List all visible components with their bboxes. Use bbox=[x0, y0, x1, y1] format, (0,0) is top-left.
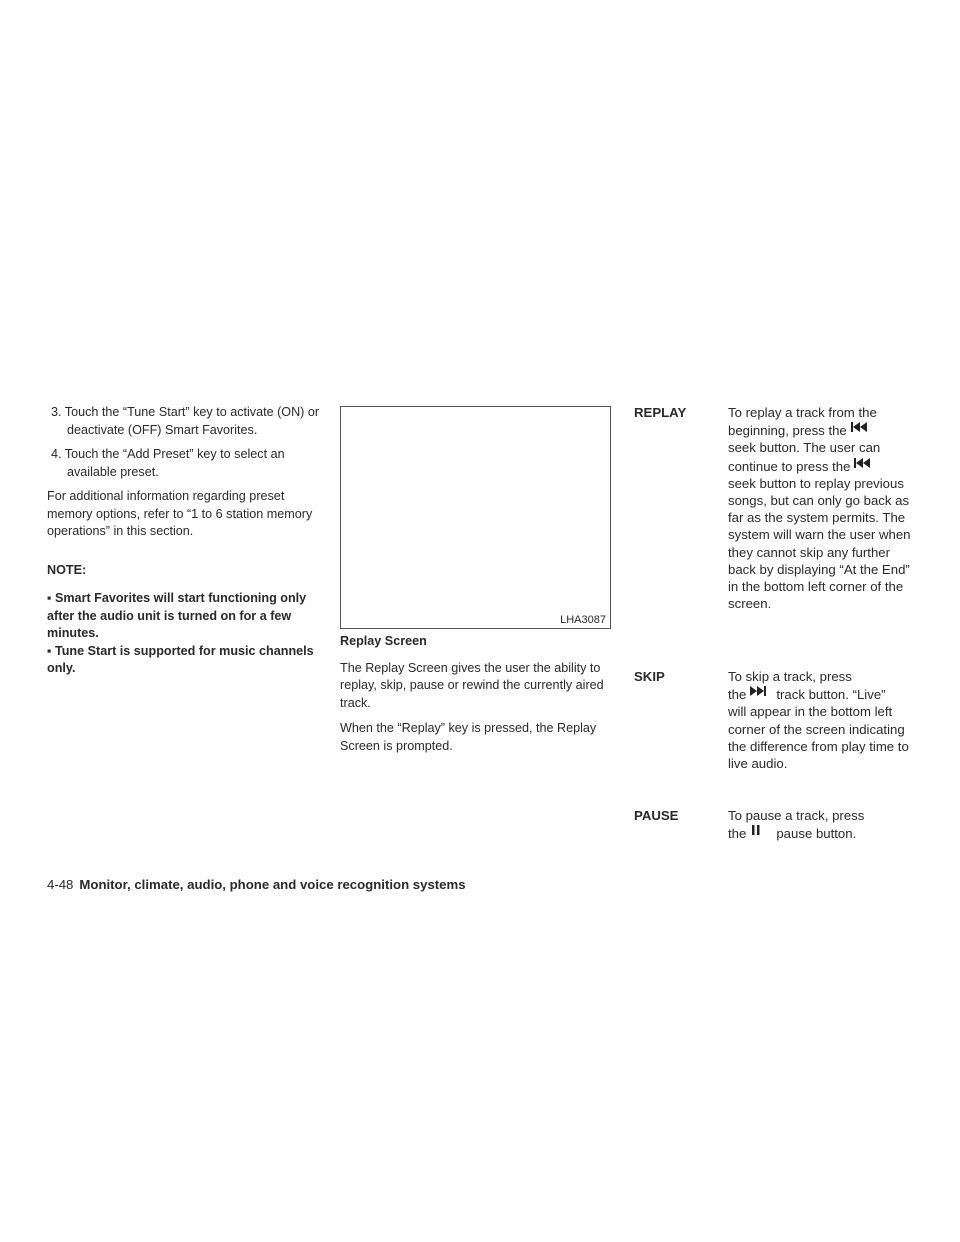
desc-text: pause button. bbox=[776, 826, 857, 842]
pause-icon bbox=[746, 824, 776, 836]
desc-text: continue to press the bbox=[728, 458, 851, 474]
term-skip: SKIP bbox=[634, 669, 665, 684]
desc-pause bbox=[728, 807, 918, 842]
term-pause: PAUSE bbox=[634, 808, 679, 823]
desc-line bbox=[728, 421, 918, 439]
additional-info: For additional information regarding preset memory options, refer to “1 to 6 station memory operations” in this section. bbox=[47, 489, 313, 538]
note-item: ▪ Tune Start is supported for music channels only. bbox=[47, 643, 314, 675]
skip-forward-icon bbox=[746, 685, 776, 697]
seek-back-icon bbox=[850, 457, 880, 469]
step-4: 4. Touch the “Add Preset” key to select an available preset. bbox=[51, 447, 285, 479]
section-title: Replay Screen bbox=[340, 634, 427, 648]
desc-text: seek button to replay previous songs, but can only go back as far as the system permits. The system will warn the user when they cannot skip any further back by displaying “At the End” in the bottom left corner of the screen. bbox=[728, 475, 911, 612]
note-body bbox=[47, 590, 322, 678]
term-replay: REPLAY bbox=[634, 405, 687, 420]
left-column bbox=[47, 404, 322, 678]
desc-line: To skip a track, press bbox=[728, 669, 852, 684]
note-item: ▪ Smart Favorites will start functioning only after the audio unit is turned on for a few minutes. bbox=[47, 591, 307, 640]
desc-line: seek button. The user can bbox=[728, 440, 881, 456]
desc-text: track button. “Live” bbox=[776, 687, 886, 703]
note-title: NOTE: bbox=[47, 562, 87, 577]
desc-text: the bbox=[728, 687, 747, 703]
desc-text: will appear in the bottom left corner of the screen indicating the difference from play time to live audio. bbox=[728, 704, 909, 772]
page-number: 4-48 bbox=[47, 877, 74, 892]
chapter-title: Monitor, climate, audio, phone and voice recognition systems bbox=[79, 877, 466, 892]
middle-column bbox=[340, 406, 615, 763]
desc-line bbox=[728, 685, 918, 703]
step-3: 3. Touch the “Tune Start” key to activate (ON) or deactivate (OFF) Smart Favorites. bbox=[51, 405, 320, 437]
figure-label: LHA3087 bbox=[560, 614, 606, 626]
desc-line: To replay a track from the bbox=[728, 405, 877, 420]
paragraph: The Replay Screen gives the user the ability to replay, skip, pause or rewind the currently aired track. bbox=[340, 660, 604, 710]
desc-replay bbox=[728, 404, 918, 612]
page-footer bbox=[47, 877, 466, 892]
desc-line: To pause a track, press bbox=[728, 808, 865, 823]
desc-text: the bbox=[728, 826, 747, 842]
desc-skip bbox=[728, 668, 918, 772]
desc-line bbox=[728, 824, 918, 842]
desc-line bbox=[728, 457, 918, 475]
desc-text: beginning, press the bbox=[728, 423, 847, 439]
paragraph: When the “Replay” key is pressed, the Replay Screen is prompted. bbox=[340, 721, 597, 753]
replay-screen-figure bbox=[340, 406, 611, 629]
seek-back-icon bbox=[847, 421, 877, 433]
